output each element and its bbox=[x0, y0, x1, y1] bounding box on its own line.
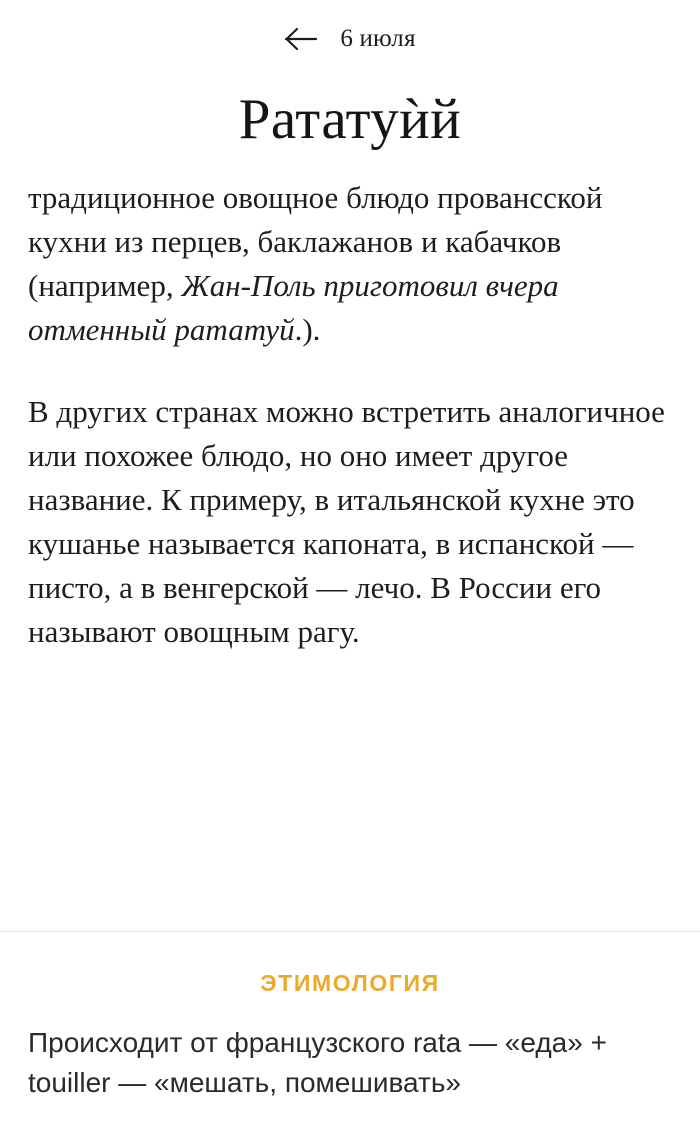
definition-tail: .). bbox=[294, 311, 321, 347]
article-paragraph: В других странах можно встретить аналогичное или похожее блюдо, но оно имеет другое название. К примеру, в итальянской кухне это кушанье называется капоната, в испанской — писто, а в венгерской — лечо. В России его называют овощным рагу. bbox=[28, 393, 665, 649]
etymology-section bbox=[0, 932, 700, 1104]
article-body bbox=[0, 78, 700, 654]
etymology-text: Происходит от французского rata — «еда» + touiller — «мешать, помешивать» bbox=[28, 1026, 607, 1099]
bottom-padding bbox=[0, 1104, 700, 1122]
spacer bbox=[0, 654, 700, 931]
top-bar bbox=[0, 0, 700, 78]
etymology-heading: ЭТИМОЛОГИЯ bbox=[260, 969, 440, 996]
definition-text: традиционное овощное блюдо провансской кухни из перцев, баклажанов и кабачков (например, bbox=[28, 179, 603, 303]
back-arrow-icon[interactable] bbox=[284, 22, 318, 56]
definition-example: Жан-Поль приготовил вчера отменный рататуй bbox=[28, 267, 559, 347]
definition-paragraph bbox=[28, 176, 672, 352]
page-title: Рататуѝй bbox=[238, 88, 462, 151]
topbar-date-label: 6 июля bbox=[340, 25, 416, 52]
